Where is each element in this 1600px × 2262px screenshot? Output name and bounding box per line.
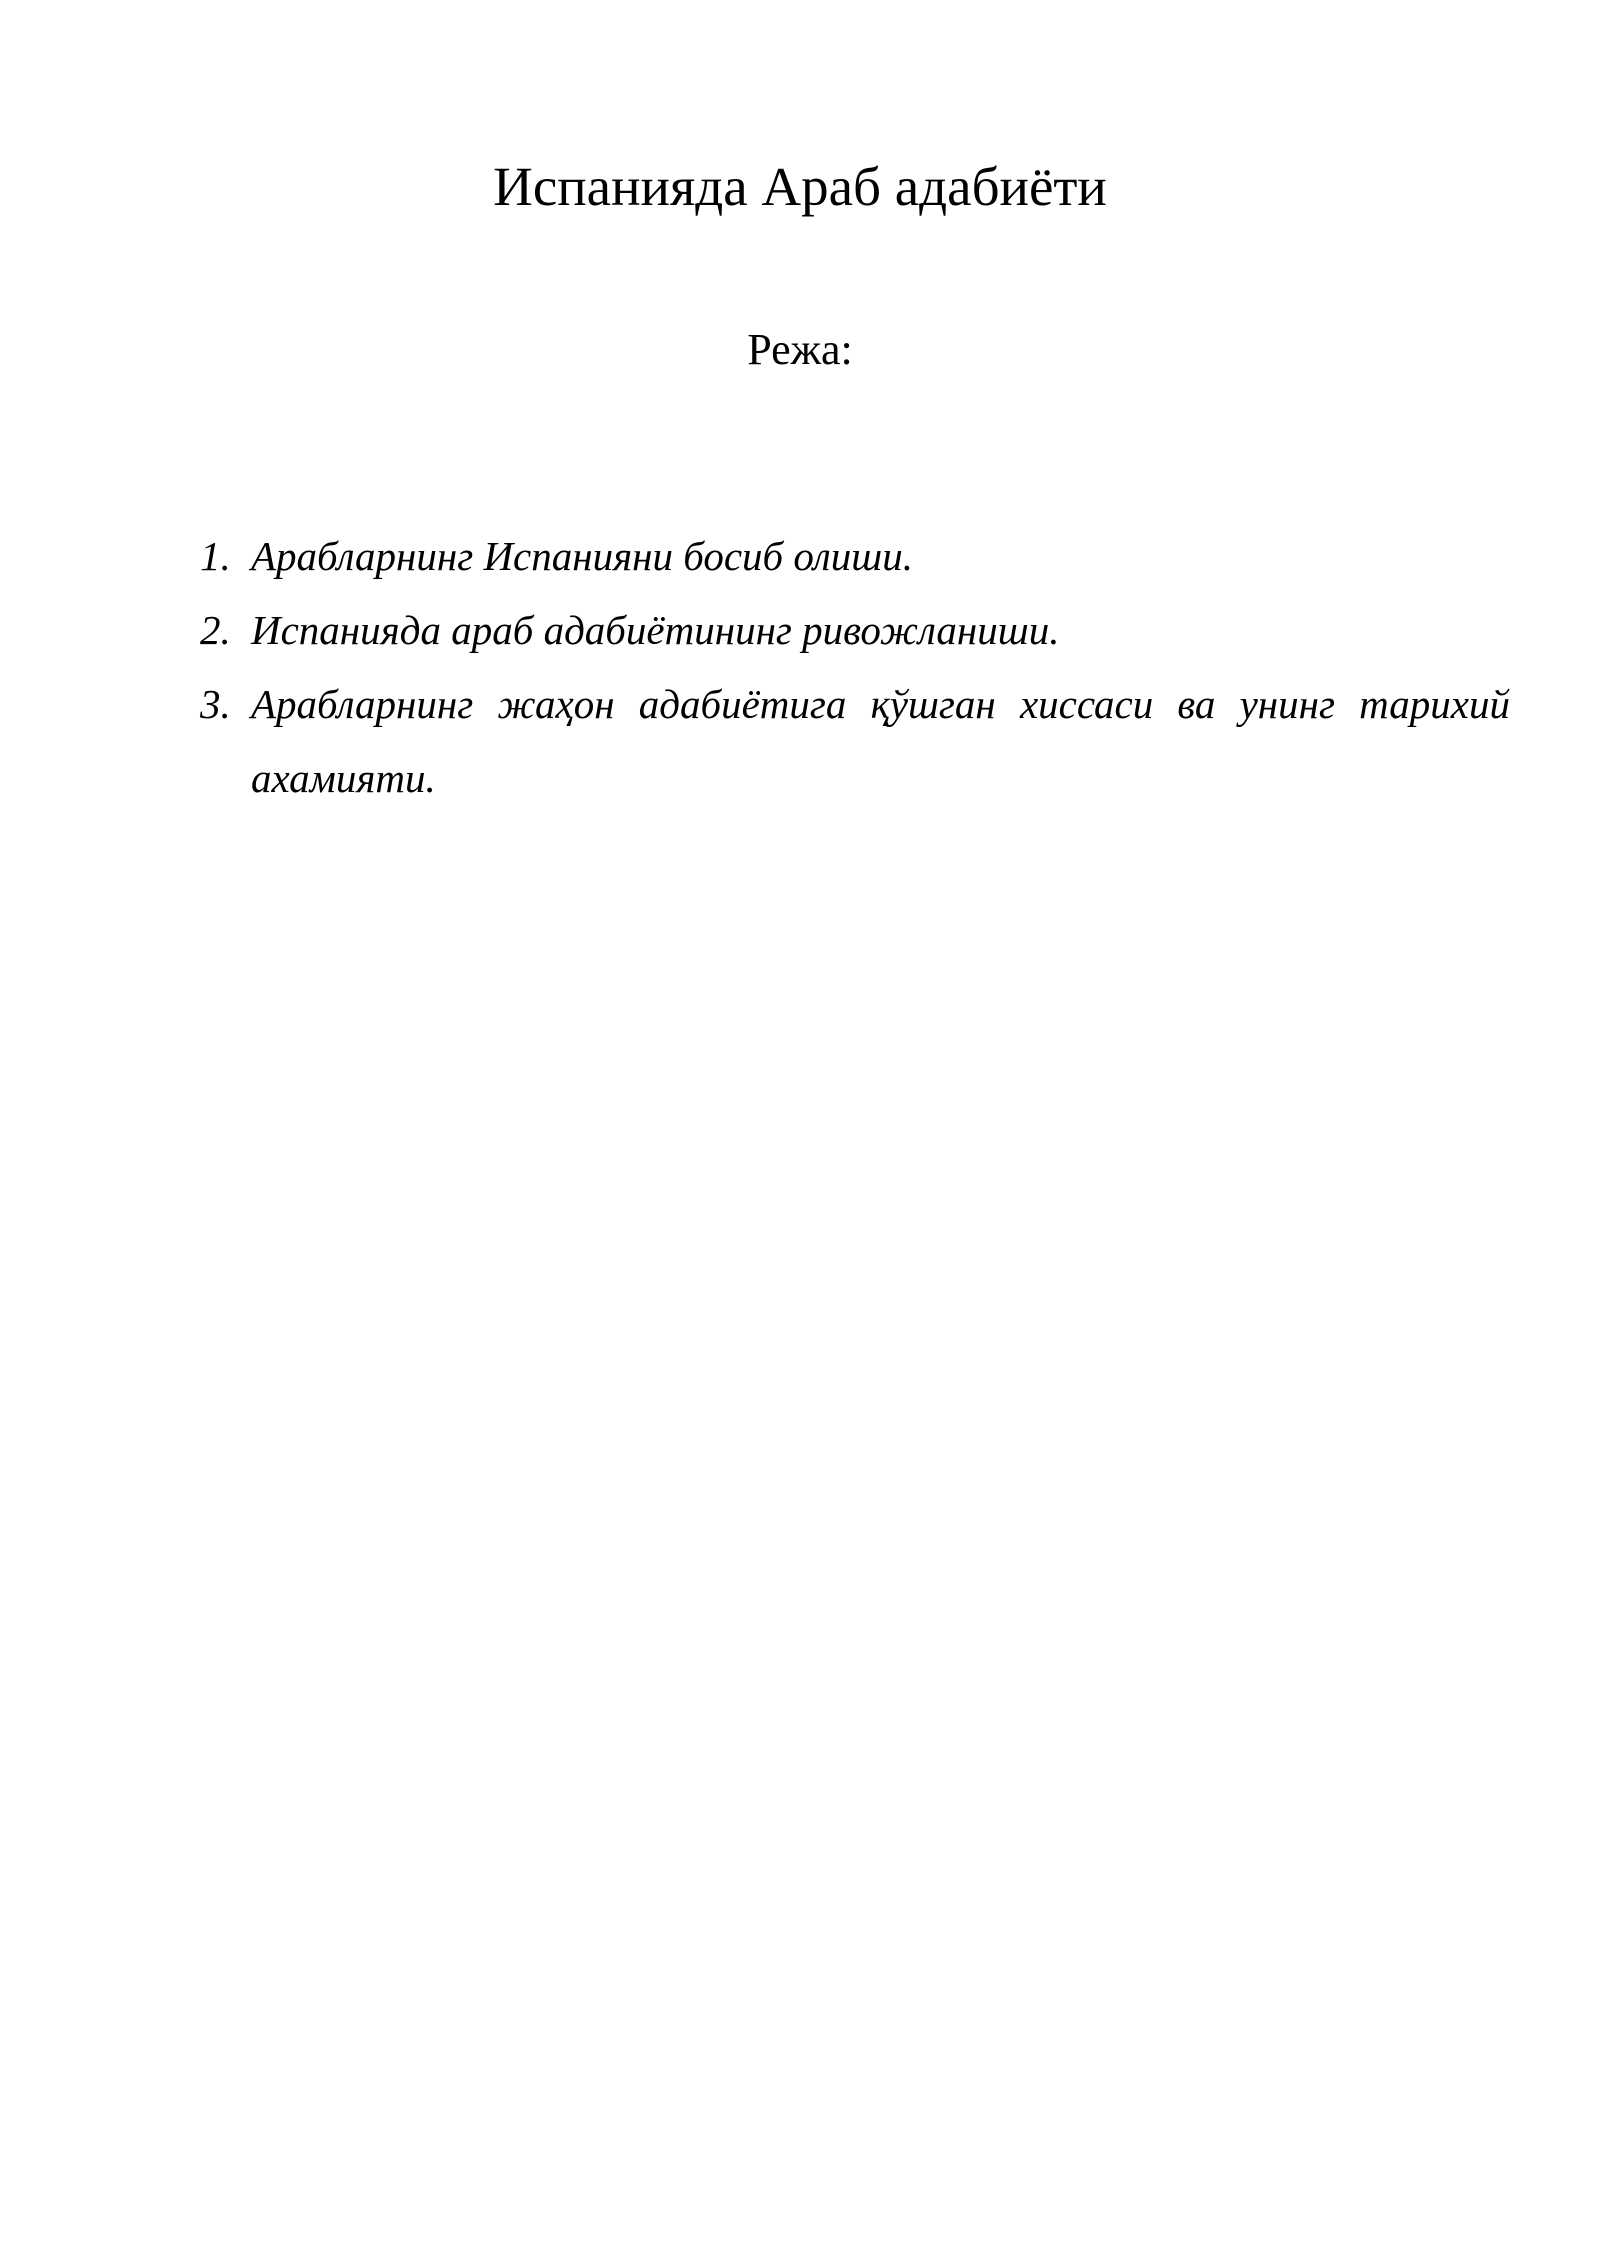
plan-item-text: Арабларнинг жаҳон адабиётига қўшган хиссаси ва унинг тарихий ахамияти. [251, 681, 1510, 801]
plan-list [200, 519, 1510, 815]
plan-item-text: Испанияда араб адабиётининг ривожланиши. [251, 607, 1060, 653]
document-title: Испанияда Араб адабиёти [493, 156, 1107, 217]
plan-heading: Режа: [747, 325, 853, 374]
plan-item-3 [200, 667, 1510, 815]
plan-item-number: 3. [200, 681, 231, 727]
plan-item-number: 1. [200, 533, 231, 579]
plan-item-text: Арабларнинг Испанияни босиб олиши. [251, 533, 913, 579]
plan-item-2 [200, 593, 1510, 667]
plan-item-1 [200, 519, 1510, 593]
plan-item-number: 2. [200, 607, 231, 653]
